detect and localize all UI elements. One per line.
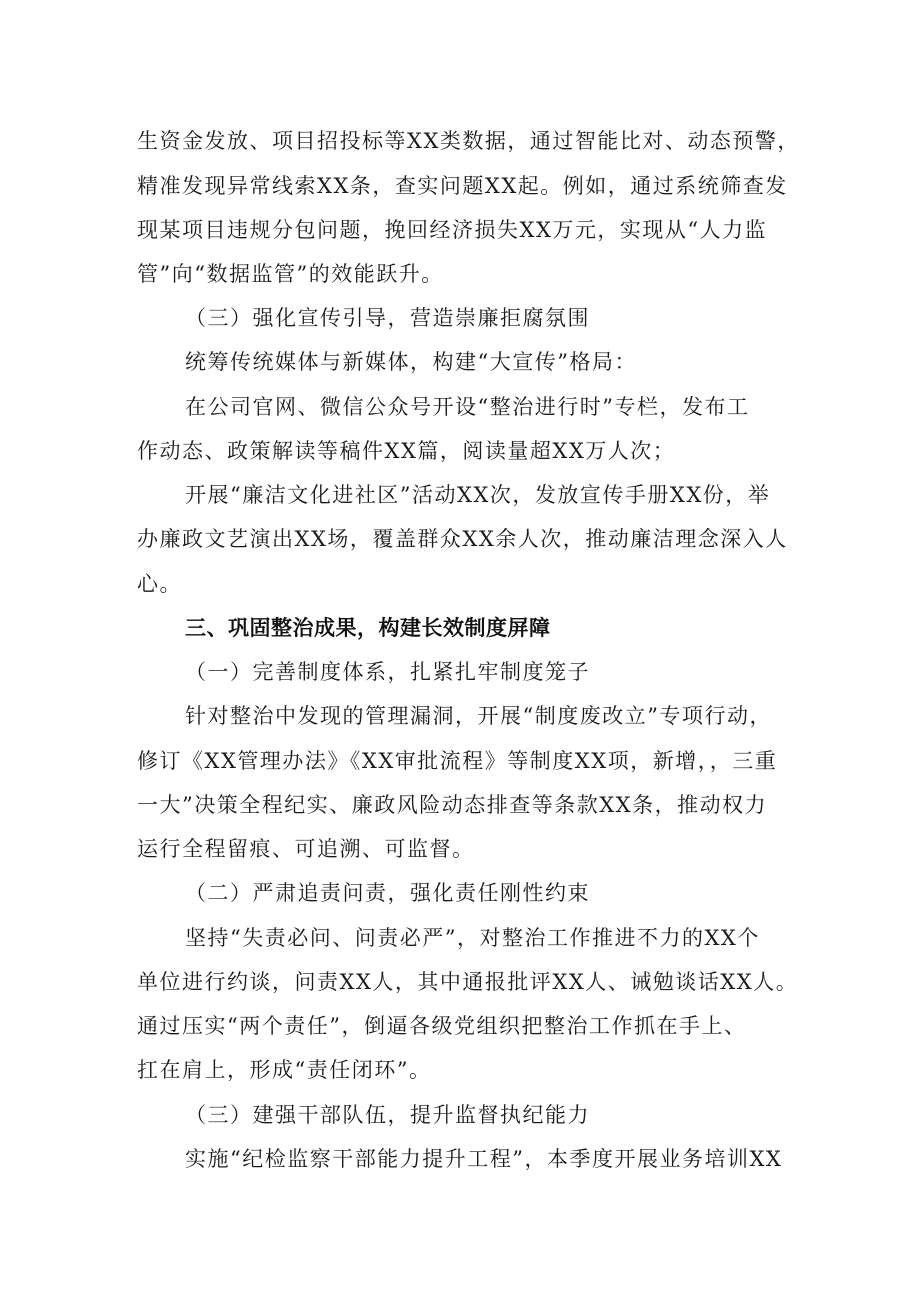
body-text-line: 扛在肩上，形成“责任闭环”。 bbox=[137, 1058, 432, 1082]
body-text-line: 作动态、政策解读等稿件XX篇，阅读量超XX万人次； bbox=[137, 439, 676, 463]
body-text-line: 现某项目违规分包问题，挽回经济损失XX万元，实现从“人力监 bbox=[137, 218, 768, 242]
section-heading: 三、巩固整治成果，构建长效制度屏障 bbox=[185, 616, 551, 640]
body-text-line: 一大”决策全程纪实、廉政风险动态排查等条款XX条，推动权力 bbox=[137, 793, 768, 817]
body-text-line: 单位进行约谈，问责XX人，其中通报批评XX人、诫勉谈话XX人。 bbox=[137, 970, 799, 994]
subsection-heading: （三）建强干部队伍，提升监督执纪能力 bbox=[185, 1103, 590, 1127]
body-text-line: 坚持“失责必问、问责必严”，对整治工作推进不力的XX个 bbox=[185, 926, 760, 950]
body-text-line: 管”向“数据监管”的效能跃升。 bbox=[137, 262, 444, 286]
body-text-line: 修订《XX管理办法》《XX审批流程》等制度XX项，新增，，三重 bbox=[137, 749, 778, 773]
body-text-line: 通过压实“两个责任”，倒逼各级党组织把整治工作抓在手上、 bbox=[137, 1014, 747, 1038]
subsection-heading: （二）严肃追责问责，强化责任刚性约束 bbox=[185, 881, 590, 905]
body-text-line: 办廉政文艺演出XX场，覆盖群众XX余人次，推动廉洁理念深入人 bbox=[137, 527, 788, 551]
body-text-line: 运行全程留痕、可追溯、可监督。 bbox=[137, 837, 475, 861]
body-text-line: 开展“廉洁文化进社区”活动XX次，发放宣传手册XX份，举 bbox=[185, 483, 771, 507]
body-text-line: 生资金发放、项目招投标等XX类数据，通过智能比对、动态预警， bbox=[137, 129, 800, 153]
body-text-line: 针对整治中发现的管理漏洞，开展“制度废改立”专项行动， bbox=[185, 704, 772, 728]
subsection-heading: （三）强化宣传引导，营造崇廉拒腐氛围 bbox=[185, 306, 590, 330]
body-text-line: 心。 bbox=[137, 572, 182, 596]
body-text-line: 统筹传统媒体与新媒体，构建“大宣传”格局： bbox=[185, 350, 637, 374]
body-text-line: 实施“纪检监察干部能力提升工程”，本季度开展业务培训XX bbox=[185, 1147, 783, 1171]
subsection-heading: （一）完善制度体系，扎紧扎牢制度笼子 bbox=[185, 660, 590, 684]
body-text-line: 精准发现异常线索XX条，查实问题XX起。例如，通过系统筛查发 bbox=[137, 174, 788, 198]
body-text-line: 在公司官网、微信公众号开设“整治进行时”专栏，发布工 bbox=[185, 395, 750, 419]
